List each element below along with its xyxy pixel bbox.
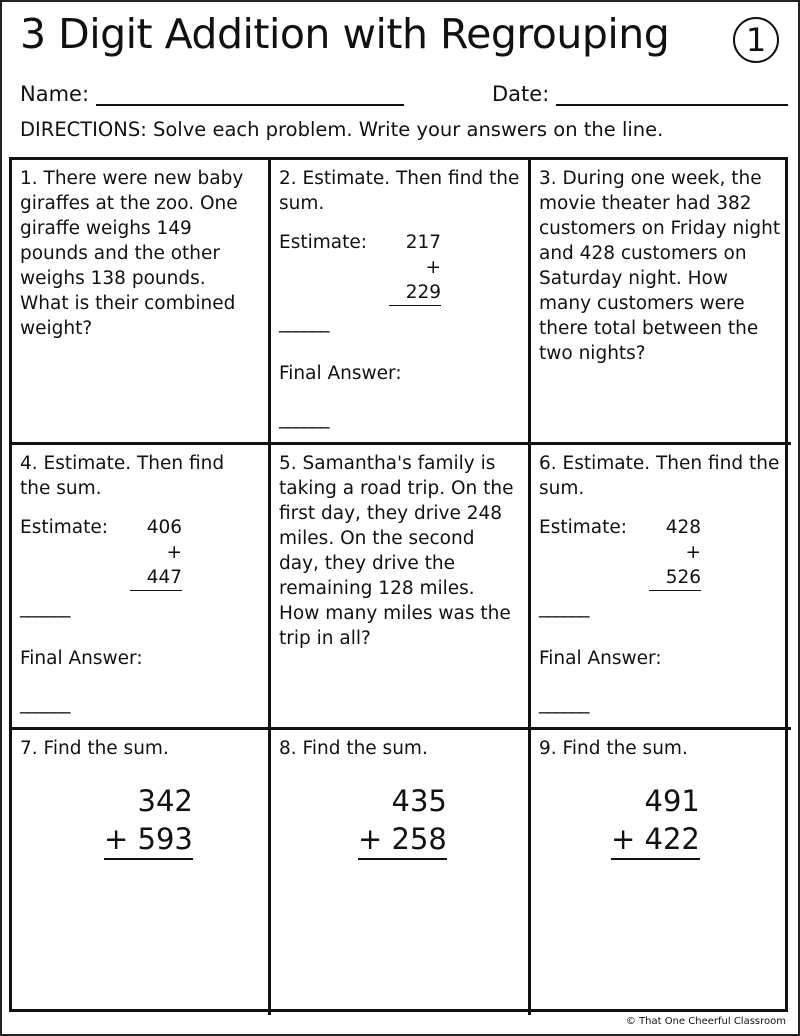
addend-top: 428 — [665, 517, 701, 538]
date-line[interactable] — [556, 104, 788, 106]
addend-bottom: + 447 — [130, 540, 182, 591]
date-field[interactable] — [492, 82, 788, 106]
name-field[interactable] — [20, 82, 404, 106]
problem-4 — [12, 445, 271, 730]
problem-text: 9. Find the sum. — [539, 738, 688, 759]
addend-top: 406 — [146, 517, 182, 538]
problem-grid — [9, 157, 788, 1012]
name-label: Name: — [20, 82, 90, 106]
worksheet-title: 3 Digit Addition with Regrouping — [20, 10, 670, 58]
worksheet-number: 1 — [733, 17, 779, 63]
final-answer-blank[interactable]: ______ — [539, 693, 589, 714]
estimate-blank[interactable]: ______ — [20, 597, 70, 618]
copyright: © That One Cheerful Classroom — [625, 1016, 786, 1027]
problem-text: 5. Samantha's family is taking a road trip. On the first day, they drive 248 miles. On the second day, they drive the remaining 128 miles. How many miles was the trip in all? — [279, 453, 514, 649]
estimate-label: Estimate: — [279, 232, 367, 253]
problem-text: 3. During one week, the movie theater had 382 customers on Friday night and 428 customers on Saturday night. How many customers were there total between the two nights? — [539, 168, 781, 364]
estimate-label: Estimate: — [20, 517, 108, 538]
final-answer-label: Final Answer: — [20, 648, 143, 669]
problem-9 — [531, 730, 791, 1015]
problem-text: 8. Find the sum. — [279, 738, 428, 759]
name-line[interactable] — [96, 104, 404, 106]
addend-bottom: + 526 — [649, 540, 701, 591]
addend-top: 435 — [391, 784, 447, 818]
estimate-blank[interactable]: ______ — [279, 312, 329, 333]
problem-1 — [12, 160, 271, 445]
final-answer-label: Final Answer: — [539, 648, 662, 669]
final-answer-blank[interactable]: ______ — [279, 408, 329, 429]
problem-text: 2. Estimate. Then find the sum. — [279, 168, 520, 214]
addend-top: 217 — [405, 232, 441, 253]
addend-top: 491 — [644, 784, 700, 818]
addend-bottom: + 229 — [389, 255, 441, 306]
problem-5 — [271, 445, 531, 730]
problem-text: 6. Estimate. Then find the sum. — [539, 453, 780, 499]
date-label: Date: — [492, 82, 550, 106]
estimate-label: Estimate: — [539, 517, 627, 538]
problem-6 — [531, 445, 791, 730]
problem-text: 7. Find the sum. — [20, 738, 169, 759]
problem-2 — [271, 160, 531, 445]
addend-bottom: + 422 — [611, 820, 700, 860]
estimate-blank[interactable]: ______ — [539, 597, 589, 618]
addend-top: 342 — [137, 784, 193, 818]
problem-text: 4. Estimate. Then find the sum. — [20, 453, 225, 499]
problem-7 — [12, 730, 271, 1015]
addend-bottom: + 593 — [104, 820, 193, 860]
addend-bottom: + 258 — [358, 820, 447, 860]
problem-8 — [271, 730, 531, 1015]
final-answer-blank[interactable]: ______ — [20, 693, 70, 714]
problem-3 — [531, 160, 791, 445]
problem-text: 1. There were new baby giraffes at the zoo. One giraffe weighs 149 pounds and the other weighs 138 pounds. What is their combined weight? — [20, 168, 244, 339]
directions: DIRECTIONS: Solve each problem. Write your answers on the line. — [20, 118, 664, 141]
final-answer-label: Final Answer: — [279, 363, 402, 384]
